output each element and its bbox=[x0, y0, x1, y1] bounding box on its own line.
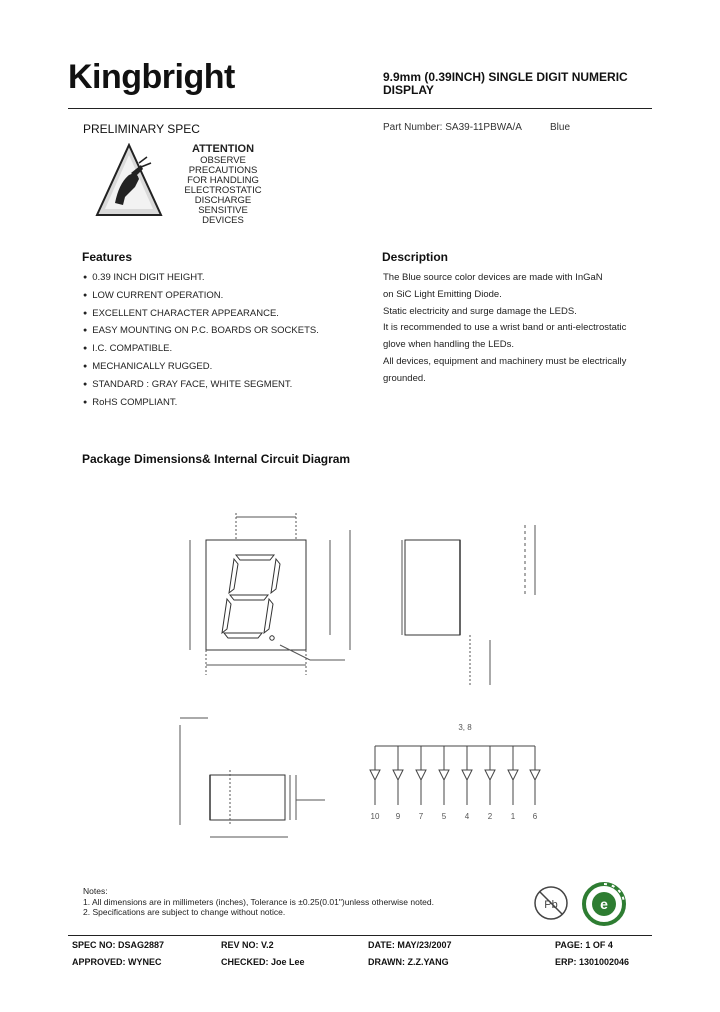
title-line-2: DISPLAY bbox=[383, 83, 434, 97]
svg-text:e: e bbox=[600, 896, 608, 912]
pin-label: 5 bbox=[441, 812, 447, 821]
title-line-1: 9.9mm (0.39INCH) SINGLE DIGIT NUMERIC bbox=[383, 70, 628, 84]
pin-label: 7 bbox=[418, 812, 424, 821]
pin-label: 10 bbox=[370, 812, 380, 821]
attention-line: ELECTROSTATIC bbox=[184, 185, 262, 196]
pin-label: 9 bbox=[395, 812, 401, 821]
side-view bbox=[402, 525, 535, 685]
front-view bbox=[190, 513, 350, 675]
description-line: Static electricity and surge damage the LEDS. bbox=[383, 305, 577, 317]
drawn-by: DRAWN: Z.Z.YANG bbox=[368, 957, 449, 967]
document-title bbox=[383, 71, 683, 97]
erp-number: ERP: 1301002046 bbox=[555, 957, 630, 967]
package-heading: Package Dimensions& Internal Circuit Diagram bbox=[82, 452, 351, 466]
description-line: The Blue source color devices are made with InGaN bbox=[383, 272, 603, 283]
description-line: All devices, equipment and machinery must be electrically bbox=[383, 355, 627, 367]
pin-label: 6 bbox=[532, 812, 538, 821]
attention-heading: ATTENTION bbox=[191, 143, 255, 155]
header-divider bbox=[68, 108, 652, 109]
brand-logo: Kingbright bbox=[68, 58, 235, 96]
feature-item: ● EASY MOUNTING ON P.C. BOARDS OR SOCKETS. bbox=[83, 323, 319, 341]
feature-item: ● MECHANICALLY RUGGED. bbox=[83, 359, 319, 377]
part-number: Part Number: SA39-11PBWA/A bbox=[383, 122, 522, 133]
page-number: PAGE: 1 OF 4 bbox=[555, 940, 613, 950]
notes-heading: Notes: bbox=[83, 886, 108, 896]
internal-circuit-diagram bbox=[370, 746, 540, 805]
rohs-e-icon bbox=[580, 880, 628, 928]
notes-block bbox=[83, 886, 434, 918]
feature-item: ● EXCELLENT CHARACTER APPEARANCE. bbox=[83, 306, 319, 324]
package-dimension-drawing bbox=[170, 485, 550, 855]
feature-item: ● RoHS COMPLIANT. bbox=[83, 395, 319, 413]
revision-number: REV NO: V.2 bbox=[221, 940, 274, 950]
pin-label: 1 bbox=[510, 812, 516, 821]
bottom-view bbox=[180, 718, 325, 837]
attention-line: DISCHARGE bbox=[194, 195, 252, 206]
feature-item: ● LOW CURRENT OPERATION. bbox=[83, 288, 319, 306]
common-pin-label: 3, 8 bbox=[458, 723, 472, 732]
description-text bbox=[383, 270, 653, 388]
esd-warning-icon bbox=[95, 143, 163, 217]
attention-line: SENSITIVE bbox=[198, 205, 248, 216]
features-heading: Features bbox=[82, 250, 133, 264]
description-heading: Description bbox=[382, 250, 449, 264]
feature-item: ● 0.39 INCH DIGIT HEIGHT. bbox=[83, 270, 319, 288]
preliminary-spec-label: PRELIMINARY SPEC bbox=[83, 122, 200, 136]
attention-line: FOR HANDLING bbox=[187, 175, 259, 186]
feature-item: ● I.C. COMPATIBLE. bbox=[83, 341, 319, 359]
pin-label: 4 bbox=[464, 812, 470, 821]
pin-label: 2 bbox=[487, 812, 493, 821]
description-line: It is recommended to use a wrist band or anti-electrostatic bbox=[383, 322, 627, 334]
note-line: 1. All dimensions are in millimeters (inches), Tolerance is ±0.25(0.01")unless otherwise noted. bbox=[83, 896, 434, 907]
features-list bbox=[83, 270, 319, 412]
description-line: grounded. bbox=[383, 372, 426, 384]
description-line: on SiC Light Emitting Diode. bbox=[383, 288, 502, 300]
spec-number: SPEC NO: DSAG2887 bbox=[72, 940, 165, 950]
attention-block bbox=[168, 143, 278, 226]
footer-divider-top bbox=[68, 935, 652, 936]
emitting-color: Blue bbox=[550, 122, 571, 133]
attention-line: OBSERVE PRECAUTIONS bbox=[188, 155, 258, 176]
checked-by: CHECKED: Joe Lee bbox=[221, 957, 305, 967]
note-line: 2. Specifications are subject to change without notice. bbox=[83, 907, 286, 917]
feature-item: ● STANDARD : GRAY FACE, WHITE SEGMENT. bbox=[83, 377, 319, 395]
document-date: DATE: MAY/23/2007 bbox=[368, 940, 452, 950]
svg-text:Pb: Pb bbox=[544, 899, 558, 911]
attention-line: DEVICES bbox=[202, 215, 244, 226]
pb-free-icon bbox=[532, 884, 570, 922]
approved-by: APPROVED: WYNEC bbox=[72, 957, 162, 967]
description-line: glove when handling the LEDs. bbox=[383, 339, 514, 351]
